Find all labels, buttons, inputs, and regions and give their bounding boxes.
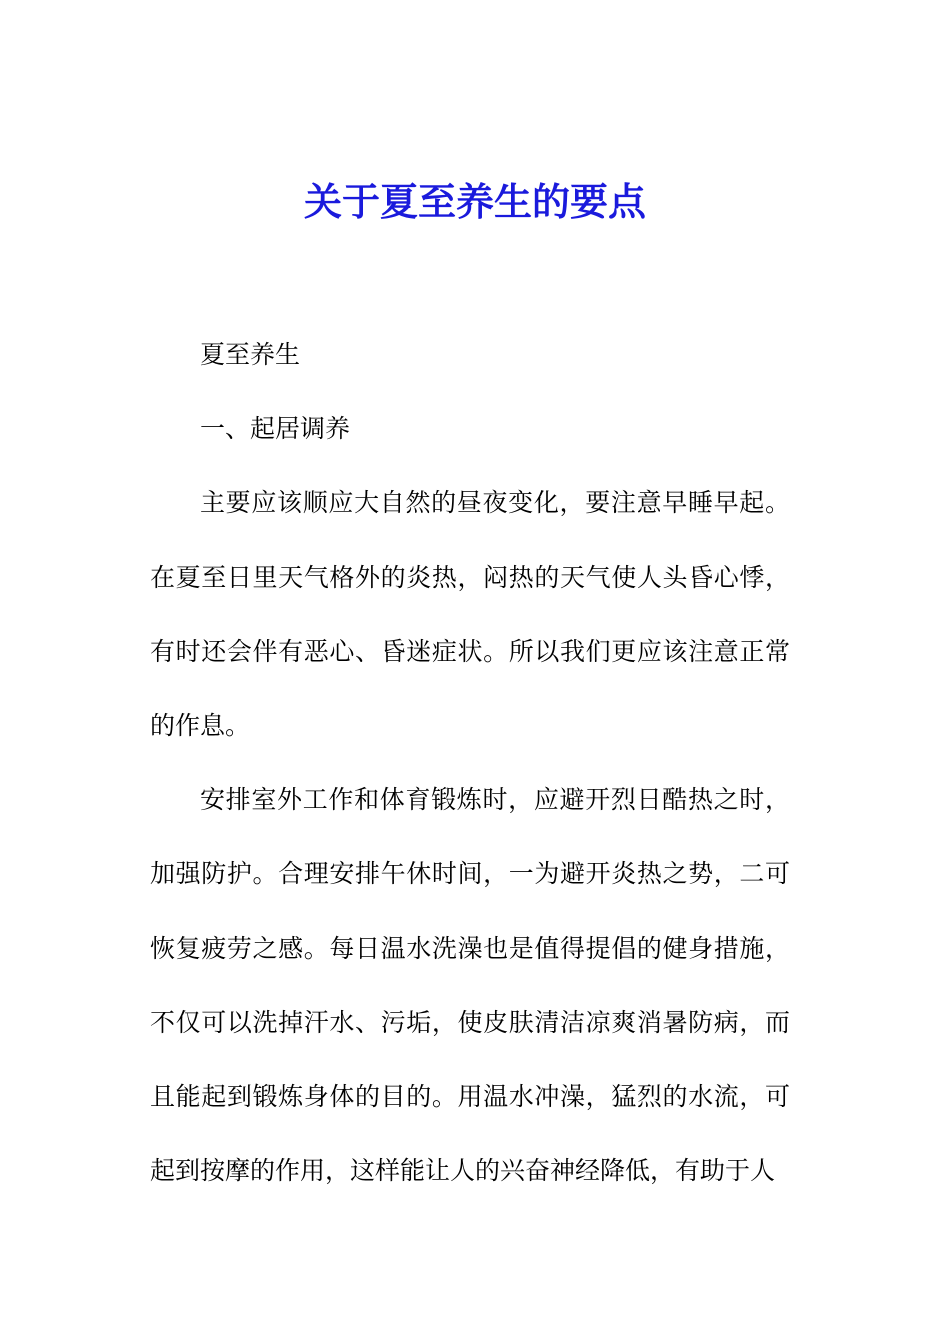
subsection-heading: 一、起居调养 — [200, 414, 351, 444]
document-title: 关于夏至养生的要点 — [303, 179, 646, 224]
paragraph: 主要应该顺应大自然的昼夜变化，要注意早睡早起。在夏至日里天气格外的炎热，闷热的天气使人头昏心悸，有时还会伴有恶心、昏迷症状。所以我们更应该注意正常的作息。 — [150, 488, 790, 741]
section-heading: 夏至养生 — [200, 340, 301, 369]
document-body — [150, 318, 790, 1208]
paragraph: 安排室外工作和体育锻炼时，应避开烈日酷热之时，加强防护。合理安排午休时间，一为避开炎热之势，二可恢复疲劳之感。每日温水洗澡也是值得提倡的健身措施，不仅可以洗掉汗水、污垢，使皮肤清洁凉爽消暑防病，而且能起到锻炼身体的目的。用温水冲澡，猛烈的水流，可起到按摩的作用，这样能让人的兴奋神经降低，有助于人 — [150, 785, 790, 1186]
